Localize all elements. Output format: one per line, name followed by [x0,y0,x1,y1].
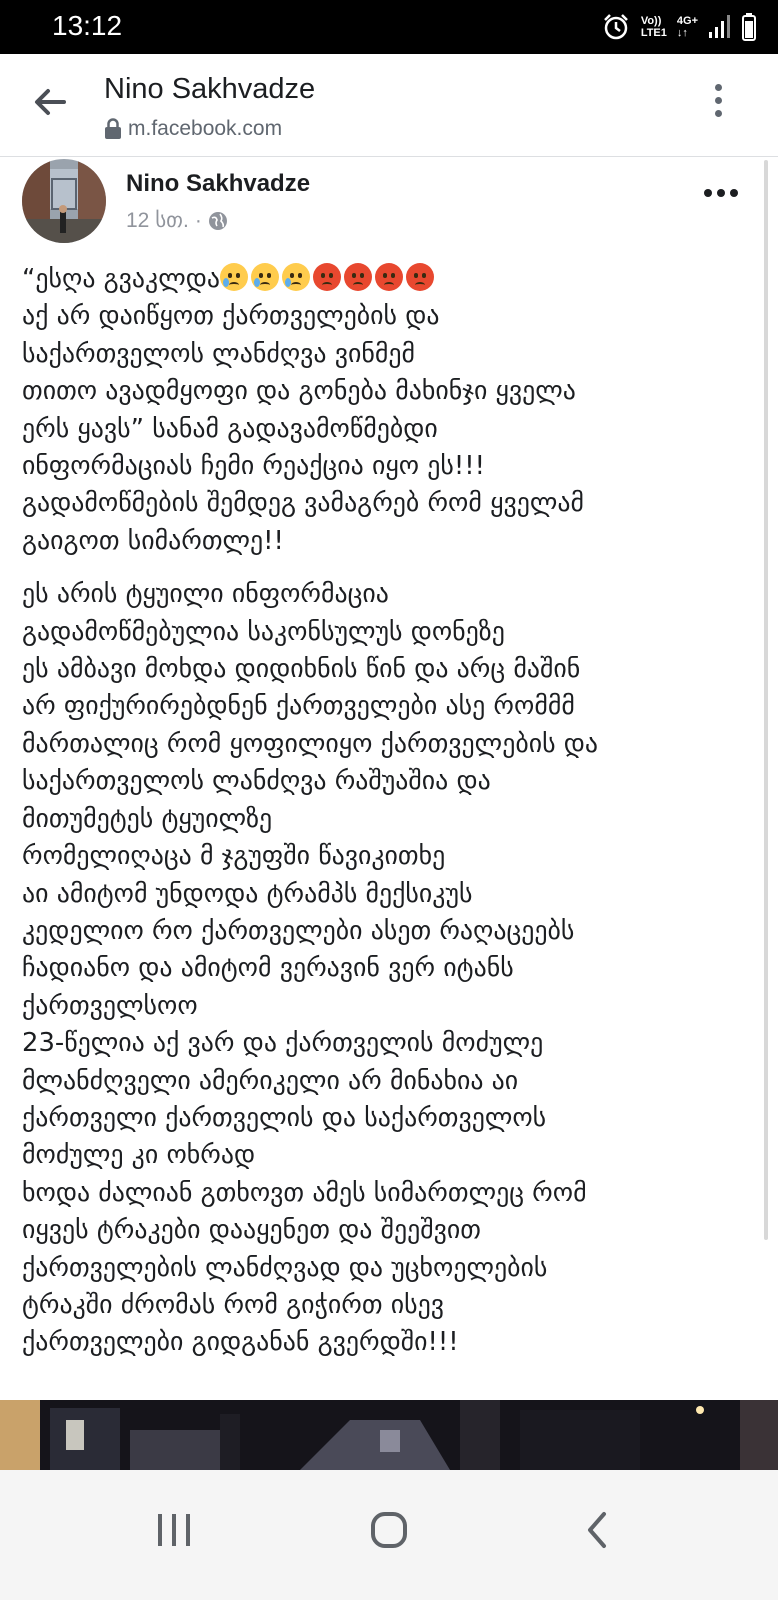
post-line [22,523,762,560]
angry-face-emoji-icon [344,263,372,291]
post-line [22,298,762,335]
post-timestamp[interactable]: 12 სთ. [126,209,189,232]
post-line [22,485,762,522]
more-horizontal-icon [704,189,738,197]
home-icon [349,1490,429,1570]
globe-icon [208,211,228,231]
post-line [22,913,762,950]
back-button[interactable] [28,80,72,124]
post-line-text: აქ არ დაიწყოთ ქართველების და [22,301,440,332]
post-line-text: საქართველოს ლანძღვა ვინმემ [22,338,415,369]
arrow-left-icon [28,80,72,124]
post-line [22,763,762,800]
post-line [22,336,762,373]
post-line [22,1100,762,1137]
post-author[interactable]: Nino Sakhvadze [126,170,311,197]
post-line-text: ხოდა ძალიან გთხოვთ ამეს სიმართლეც რომ [22,1177,587,1208]
post-line-text: ტრაკში ძრომას რომ გიჭირთ ისევ [22,1289,445,1320]
volte-indicator [641,15,667,39]
system-navigation-bar [0,1470,778,1600]
status-icons [601,10,756,44]
post-line-text: მართალიც რომ ყოფილიყო ქართველების და [22,728,599,759]
post-line [22,651,762,688]
post-line-text: მლანძღველი ამერიკელი არ მინახია აი [22,1065,519,1096]
post-line [22,1250,762,1287]
signal-icon [708,14,732,40]
volte-label: Vo)) [640,15,662,27]
post-photo[interactable] [0,1400,778,1470]
post-line-text: ქართველები გიდგანან გვერდში!!! [22,1327,459,1358]
post-line-text: თითო ავადმყოფი და გონება მახინჯი ყველა [22,376,576,407]
post-line-text: ეს არის ტყუილი ინფორმაცია [22,579,389,610]
post-line [22,688,762,725]
system-back-button[interactable] [558,1490,638,1570]
post-line [22,1025,762,1062]
post-line [22,373,762,410]
post-line [22,614,762,651]
chevron-left-icon [558,1490,638,1570]
browser-menu-button[interactable] [710,84,726,124]
post-line [22,988,762,1025]
post-line [22,726,762,763]
post-line-text: აი ამიტომ უნდოდა ტრამპს მექსიკუს [22,878,473,909]
alarm-icon [601,12,631,42]
post-line-text: ქართველი ქართველის და საქართველოს [22,1102,547,1133]
angry-face-emoji-icon [313,263,341,291]
post-options-button[interactable] [704,189,738,197]
post-paragraph [22,261,762,560]
post-body [22,261,762,1362]
scrollbar[interactable] [764,160,768,1240]
post-line [22,576,762,613]
post-line-text: გადამოწმებულია საკონსულუს დონეზე [22,616,505,647]
meta-separator: · [194,209,202,232]
post-line [22,261,762,298]
post-line-text: “ესღა გვაკლდა [22,264,221,294]
post-line [22,1175,762,1212]
post-line-text: ინფორმაციას ჩემი რეაქცია იყო ეს!!! [22,451,485,482]
post [0,157,778,1497]
post-line-text: ქართველსოო [22,990,198,1021]
url-display[interactable] [104,114,282,144]
angry-face-emoji-icon [375,263,403,291]
post-line-text: რომელიღაცა მ ჯგუფში წავიკითხე [22,841,446,872]
post-line-text: არ ფიქურირებდნენ ქართველები ასე რომმმ [22,691,575,722]
post-line-text: ეს ამბავი მოხდა დიდიხნის წინ და არც მაშინ [22,654,581,685]
angry-face-emoji-icon [406,263,434,291]
crying-face-emoji-icon [282,263,310,291]
battery-icon [742,13,756,41]
page-title: Nino Sakhvadze [104,73,316,105]
post-line-text: გაიგოთ სიმართლე!! [22,525,284,556]
browser-header [0,54,778,157]
post-line-text: მოძულე კი ოხრად [22,1140,256,1171]
post-line-text: ჩადიანო და ამიტომ ვერავინ ვერ იტანს [22,953,514,984]
post-line-text: იყვეს ტრაკები დააყენეთ და შეეშვით [22,1215,481,1246]
url-text: m.facebook.com [128,117,283,140]
post-line-text: საქართველოს ლანძღვა რაშუაშია და [22,766,491,797]
home-button[interactable] [349,1490,429,1570]
post-line [22,1063,762,1100]
crying-face-emoji-icon [251,263,279,291]
post-line [22,1324,762,1361]
post-line [22,411,762,448]
night-street-image [0,1400,778,1470]
lock-icon [104,118,122,140]
post-line-text: ქართველების ლანძღვად და უცხოელების [22,1252,548,1283]
post-meta [126,207,228,235]
crying-face-emoji-icon [220,263,248,291]
post-line [22,448,762,485]
more-vertical-icon [710,84,726,117]
post-paragraph [22,576,762,1362]
avatar-image [22,159,106,243]
post-line-text: მითუმეტეს ტყუილზე [22,803,273,834]
post-line [22,1212,762,1249]
avatar[interactable] [22,159,106,243]
post-line [22,1137,762,1174]
network-type-label: 4G+ [676,15,698,27]
post-line [22,876,762,913]
lte-label: LTE1 [640,27,667,39]
status-bar [0,0,778,54]
recents-button[interactable] [134,1490,214,1570]
post-line-text: გადამოწმების შემდეგ ვამაგრებ რომ ყველამ [22,488,584,519]
data-indicator [677,15,698,39]
post-line [22,1287,762,1324]
post-line-text: 23-წელია აქ ვარ და ქართველის მოძულე [22,1028,544,1059]
post-line [22,950,762,987]
post-line-text: კედელიო რო ქართველები ასეთ რაღაცეებს [22,915,575,946]
data-arrows-label: ↓↑ [676,27,688,39]
recents-icon [134,1490,214,1570]
status-time: 13:12 [52,10,123,41]
post-line [22,838,762,875]
post-line [22,801,762,838]
post-line-text: ერს ყავს” სანამ გადავამოწმებდი [22,413,438,444]
